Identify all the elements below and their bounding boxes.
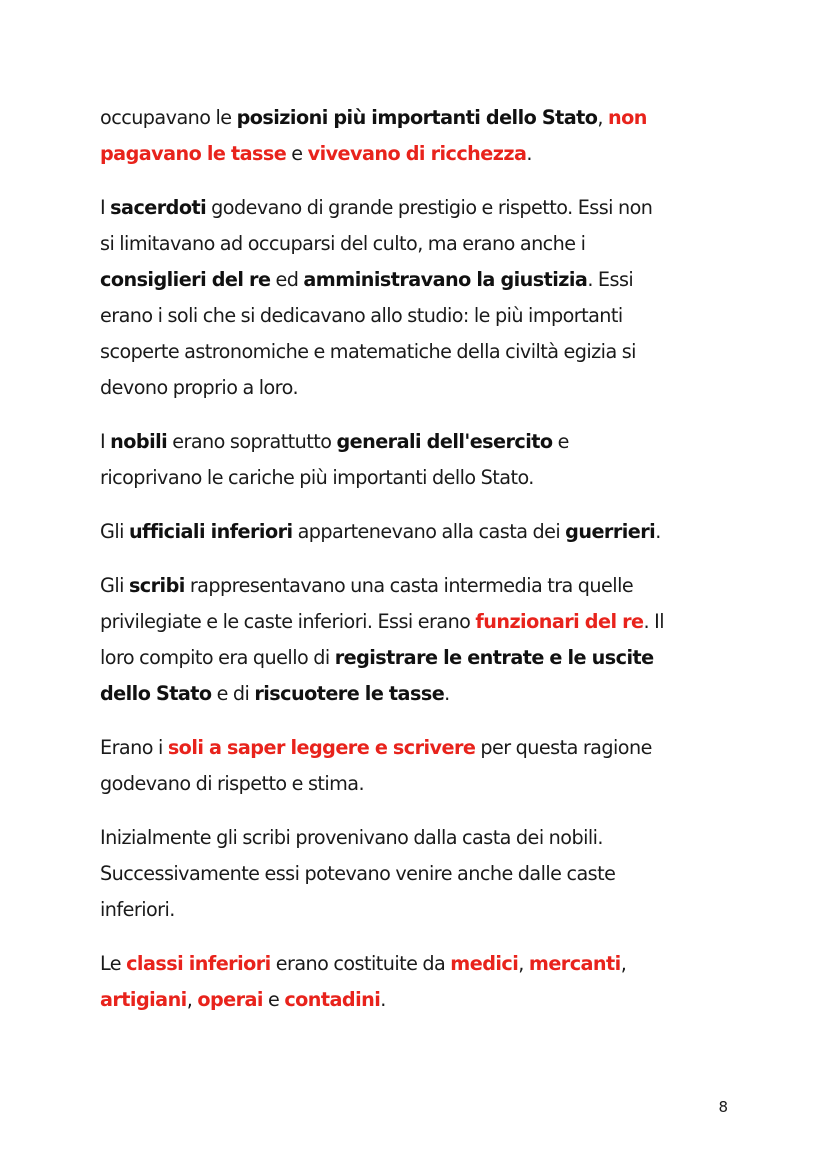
- text-run: I: [100, 430, 111, 453]
- text-run: godevano di rispetto e stima.: [100, 772, 365, 795]
- text-run: I: [100, 196, 111, 219]
- text-run: godevano di grande prestigio e rispetto. Essi non: [206, 196, 653, 219]
- bold-term: dello Stato: [100, 682, 212, 705]
- text-run: . Il: [643, 610, 664, 633]
- text-line: [100, 730, 740, 766]
- text-run: Erano i: [100, 736, 168, 759]
- text-run: appartenevano alla casta dei: [292, 520, 566, 543]
- text-run: e: [552, 430, 569, 453]
- text-line: [100, 226, 740, 262]
- text-run: ,: [518, 952, 529, 975]
- text-line: [100, 604, 740, 640]
- text-line: [100, 514, 740, 550]
- highlighted-term: classi inferiori: [126, 952, 271, 975]
- document-body: [100, 100, 740, 1036]
- text-run: Le: [100, 952, 127, 975]
- text-run: .: [380, 988, 386, 1011]
- text-run: erano costituite da: [270, 952, 451, 975]
- text-run: e: [262, 988, 285, 1011]
- bold-term: nobili: [110, 430, 168, 453]
- highlighted-term: pagavano le tasse: [100, 142, 287, 165]
- text-run: per questa ragione: [475, 736, 652, 759]
- text-line: [100, 136, 740, 172]
- bold-term: sacerdoti: [110, 196, 207, 219]
- highlighted-term: medici: [450, 952, 519, 975]
- text-run: e: [286, 142, 308, 165]
- text-run: ,: [597, 106, 609, 129]
- text-line: [100, 820, 740, 856]
- highlighted-term: operai: [197, 988, 263, 1011]
- text-run: occupavano le: [100, 106, 237, 129]
- paragraph-privileges: [100, 100, 740, 172]
- highlighted-term: vivevano di ricchezza: [307, 142, 527, 165]
- text-line: [100, 892, 740, 928]
- text-run: . Essi: [587, 268, 634, 291]
- bold-term: amministravano la giustizia: [303, 268, 588, 291]
- text-run: si limitavano ad occuparsi del culto, ma erano anche i: [100, 232, 586, 255]
- paragraph-classi-inferiori: [100, 946, 740, 1018]
- paragraph-ufficiali: [100, 514, 740, 550]
- text-line: [100, 946, 740, 982]
- text-run: .: [655, 520, 661, 543]
- text-run: Successivamente essi potevano venire anche dalle caste: [100, 862, 616, 885]
- highlighted-term: soli a saper leggere e scrivere: [167, 736, 476, 759]
- highlighted-term: artigiani: [100, 988, 187, 1011]
- text-line: [100, 856, 740, 892]
- paragraph-sacerdoti: [100, 190, 740, 406]
- text-run: Inizialmente gli scribi provenivano dalla casta dei nobili.: [100, 826, 603, 849]
- text-line: [100, 982, 740, 1018]
- text-line: [100, 766, 740, 802]
- text-line: [100, 100, 740, 136]
- text-run: inferiori.: [100, 898, 175, 921]
- bold-term: registrare le entrate e le uscite: [334, 646, 654, 669]
- text-line: [100, 190, 740, 226]
- paragraph-scribi-origine: [100, 820, 740, 928]
- text-line: [100, 460, 740, 496]
- text-line: [100, 298, 740, 334]
- text-run: loro compito era quello di: [100, 646, 335, 669]
- text-run: ricoprivano le cariche più importanti dello Stato.: [100, 466, 534, 489]
- text-line: [100, 370, 740, 406]
- text-line: [100, 676, 740, 712]
- text-run: ,: [620, 952, 627, 975]
- text-line: [100, 262, 740, 298]
- bold-term: riscuotere le tasse: [254, 682, 445, 705]
- text-run: e di: [211, 682, 255, 705]
- text-run: privilegiate e le caste inferiori. Essi erano: [100, 610, 476, 633]
- highlighted-term: non: [608, 106, 647, 129]
- paragraph-scribi-lettura: [100, 730, 740, 802]
- text-run: erano soprattutto: [167, 430, 337, 453]
- paragraph-scribi: [100, 568, 740, 712]
- text-run: erano i soli che si dedicavano allo studio: le più importanti: [100, 304, 623, 327]
- text-line: [100, 568, 740, 604]
- text-line: [100, 424, 740, 460]
- text-run: Gli: [100, 574, 129, 597]
- page-number: 8: [718, 1098, 728, 1116]
- text-run: ,: [186, 988, 198, 1011]
- text-run: .: [444, 682, 450, 705]
- bold-term: consiglieri del re: [100, 268, 271, 291]
- bold-term: guerrieri: [565, 520, 656, 543]
- text-line: [100, 334, 740, 370]
- text-run: Gli: [100, 520, 129, 543]
- highlighted-term: mercanti: [528, 952, 621, 975]
- bold-term: scribi: [128, 574, 185, 597]
- highlighted-term: funzionari del re: [475, 610, 644, 633]
- highlighted-term: contadini: [284, 988, 381, 1011]
- text-line: [100, 640, 740, 676]
- bold-term: generali dell'esercito: [336, 430, 553, 453]
- text-run: .: [526, 142, 532, 165]
- text-run: scoperte astronomiche e matematiche della civiltà egizia si: [100, 340, 636, 363]
- text-run: rappresentavano una casta intermedia tra quelle: [184, 574, 634, 597]
- text-run: ed: [270, 268, 304, 291]
- bold-term: ufficiali inferiori: [128, 520, 293, 543]
- bold-term: posizioni più importanti dello Stato: [236, 106, 598, 129]
- paragraph-nobili: [100, 424, 740, 496]
- text-run: devono proprio a loro.: [100, 376, 298, 399]
